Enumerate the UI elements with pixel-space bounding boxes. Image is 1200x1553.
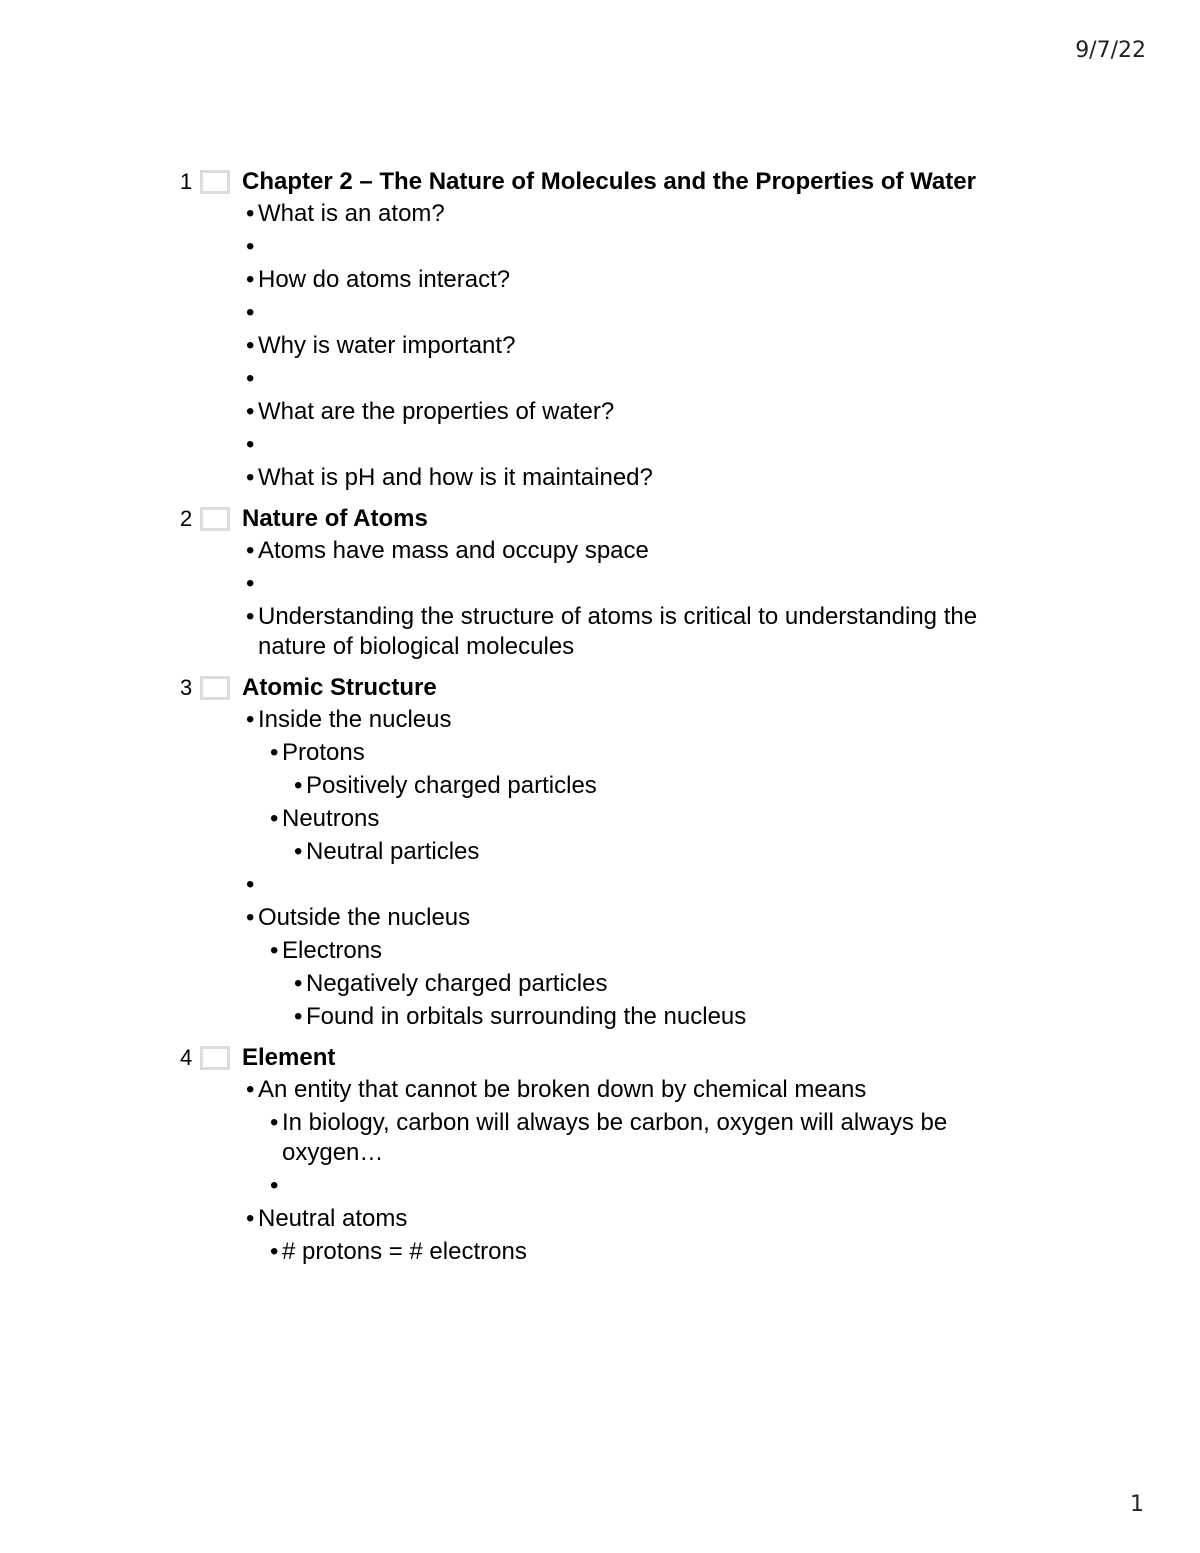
bullet-item: [180, 969, 1040, 999]
slide-4: [180, 1042, 1040, 1267]
bullet-text: Negatively charged particles: [306, 970, 608, 997]
page-date: 9/7/22: [1075, 38, 1146, 63]
slide-3: [180, 672, 1040, 1032]
bullet-text: Neutral particles: [306, 838, 480, 865]
bullet-item: [180, 804, 1040, 834]
bullet-item: [180, 1108, 1040, 1168]
bullet-item: [180, 331, 1040, 361]
bullet-item: [180, 936, 1040, 966]
bullet-item: [180, 837, 1040, 867]
bullet-dot-icon: •: [246, 706, 255, 733]
bullet-dot-icon: •: [246, 871, 255, 898]
bullet-dot-icon: •: [246, 603, 255, 630]
bullet-item: [180, 903, 1040, 933]
slide-1: [180, 166, 1040, 493]
bullet-item: [180, 1204, 1040, 1234]
bullet-list: [180, 536, 1040, 662]
bullet-dot-icon: •: [294, 772, 303, 799]
bullet-dot-icon: •: [246, 1205, 255, 1232]
slide-header: [180, 503, 1040, 534]
bullet-dot-icon: •: [246, 464, 255, 491]
bullet-item: [180, 397, 1040, 427]
bullet-text: Found in orbitals surrounding the nucleus: [306, 1003, 747, 1030]
bullet-text: Electrons: [282, 937, 383, 964]
bullet-item: [180, 1237, 1040, 1267]
bullet-dot-icon: •: [270, 805, 279, 832]
slide-title: Atomic Structure: [242, 674, 437, 701]
bullet-text: In biology, carbon will always be carbon, oxygen will always be oxygen…: [282, 1109, 948, 1166]
bullet-item: [180, 602, 1040, 662]
bullet-item: [180, 1171, 1040, 1201]
bullet-dot-icon: •: [270, 1238, 279, 1265]
bullet-dot-icon: •: [246, 233, 255, 260]
bullet-dot-icon: •: [246, 431, 255, 458]
bullet-item: [180, 463, 1040, 493]
bullet-item: [180, 364, 1040, 394]
bullet-item: [180, 265, 1040, 295]
bullet-text: # protons = # electrons: [282, 1238, 527, 1265]
slide-title: Element: [242, 1044, 336, 1071]
bullet-dot-icon: •: [294, 1003, 303, 1030]
slide-title: Chapter 2 – The Nature of Molecules and the Properties of Water: [242, 168, 976, 195]
bullet-item: [180, 536, 1040, 566]
slide-header: [180, 166, 1040, 197]
bullet-dot-icon: •: [246, 904, 255, 931]
slide-2: [180, 503, 1040, 662]
bullet-text: Inside the nucleus: [258, 706, 452, 733]
bullet-item: [180, 1002, 1040, 1032]
bullet-dot-icon: •: [246, 299, 255, 326]
bullet-text: How do atoms interact?: [258, 266, 511, 293]
slide-header: [180, 672, 1040, 703]
slide-thumbnail-icon: [200, 676, 230, 700]
bullet-dot-icon: •: [246, 200, 255, 227]
bullet-text: Outside the nucleus: [258, 904, 471, 931]
bullet-dot-icon: •: [270, 1172, 279, 1199]
bullet-item: [180, 771, 1040, 801]
bullet-item: [180, 232, 1040, 262]
bullet-dot-icon: •: [270, 937, 279, 964]
bullet-list: [180, 705, 1040, 1032]
bullet-text: Positively charged particles: [306, 772, 597, 799]
bullet-item: [180, 738, 1040, 768]
slide-number: 3: [180, 675, 193, 700]
bullet-item: [180, 870, 1040, 900]
bullet-text: What are the properties of water?: [258, 398, 615, 425]
bullet-dot-icon: •: [246, 570, 255, 597]
bullet-text: What is pH and how is it maintained?: [258, 464, 653, 491]
bullet-text: Neutrons: [282, 805, 380, 832]
bullet-dot-icon: •: [294, 970, 303, 997]
bullet-item: [180, 298, 1040, 328]
bullet-dot-icon: •: [294, 838, 303, 865]
bullet-item: [180, 430, 1040, 460]
slide-list: [180, 166, 1040, 1277]
bullet-text: Protons: [282, 739, 365, 766]
page-number: 1: [1130, 1492, 1144, 1517]
slide-thumbnail-icon: [200, 1046, 230, 1070]
bullet-dot-icon: •: [246, 1076, 255, 1103]
bullet-text: Atoms have mass and occupy space: [258, 537, 649, 564]
slide-number: 1: [180, 169, 193, 194]
bullet-dot-icon: •: [270, 739, 279, 766]
slide-thumbnail-icon: [200, 507, 230, 531]
bullet-dot-icon: •: [270, 1109, 279, 1136]
bullet-item: [180, 199, 1040, 229]
bullet-dot-icon: •: [246, 398, 255, 425]
slide-header: [180, 1042, 1040, 1073]
bullet-item: [180, 705, 1040, 735]
slide-number: 4: [180, 1045, 193, 1070]
slide-thumbnail-icon: [200, 170, 230, 194]
bullet-list: [180, 199, 1040, 493]
bullet-list: [180, 1075, 1040, 1267]
bullet-text: An entity that cannot be broken down by chemical means: [258, 1076, 867, 1103]
bullet-text: Understanding the structure of atoms is critical to understanding the nature of biological molecules: [258, 603, 978, 660]
bullet-item: [180, 569, 1040, 599]
bullet-dot-icon: •: [246, 266, 255, 293]
bullet-item: [180, 1075, 1040, 1105]
bullet-dot-icon: •: [246, 537, 255, 564]
slide-title: Nature of Atoms: [242, 505, 428, 532]
bullet-text: What is an atom?: [258, 200, 445, 227]
bullet-dot-icon: •: [246, 365, 255, 392]
bullet-dot-icon: •: [246, 332, 255, 359]
bullet-text: Why is water important?: [258, 332, 516, 359]
bullet-text: Neutral atoms: [258, 1205, 408, 1232]
slide-number: 2: [180, 506, 193, 531]
